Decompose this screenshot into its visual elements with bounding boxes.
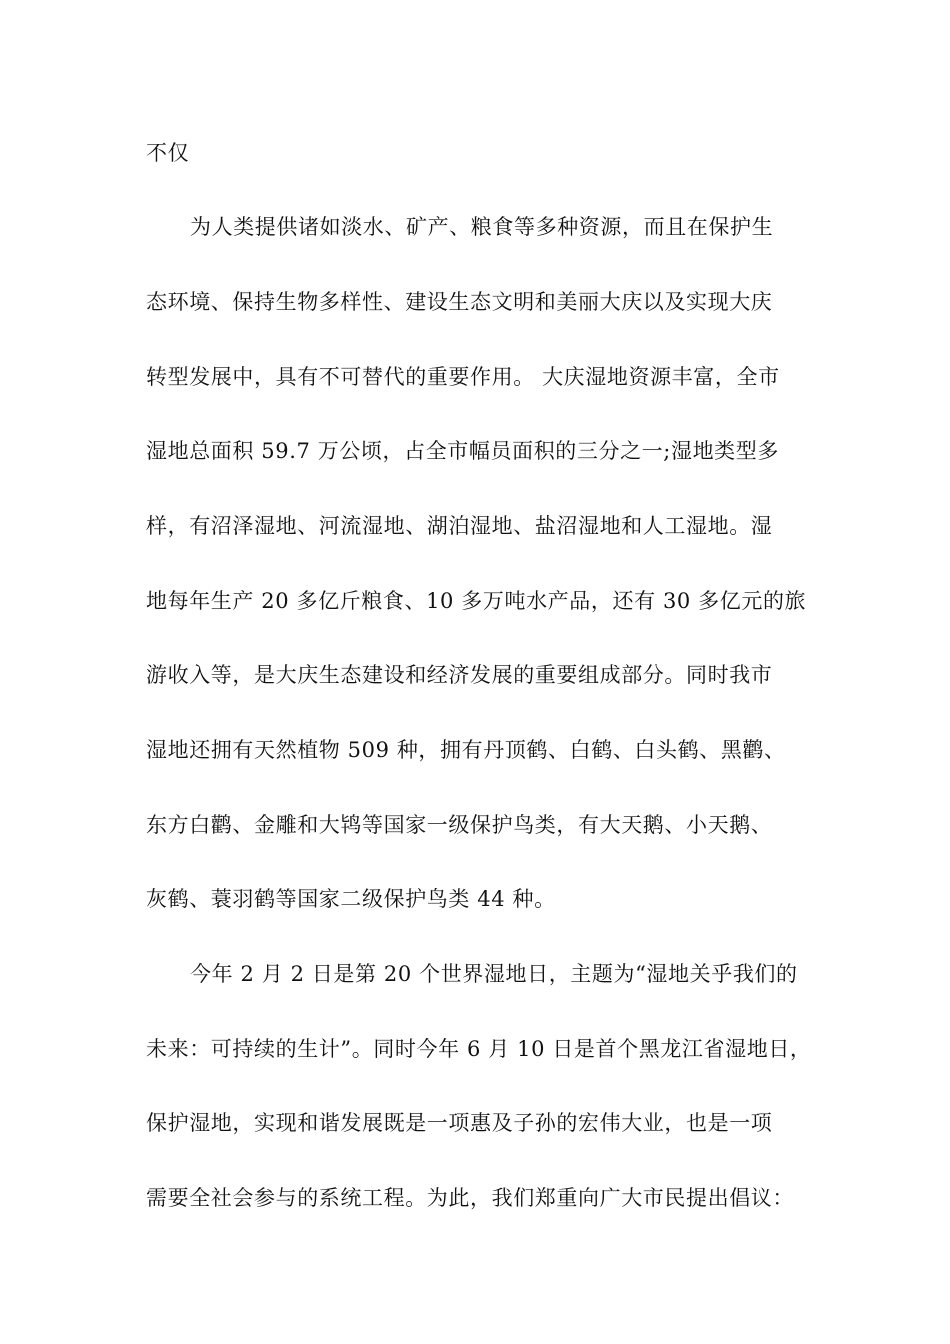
text-line-2: 为人类提供诸如淡水、矿产、粮食等多种资源，而且在保护生 <box>190 215 774 239</box>
text-line-1: 不仅 <box>146 141 190 165</box>
text-line-12: 今年 2 月 2 日是第 20 个世界湿地日，主题为“湿地关乎我们的 <box>190 962 798 986</box>
text-line-4: 转型发展中，具有不可替代的重要作用。 大庆湿地资源丰富，全市 <box>146 365 780 389</box>
text-line-11: 灰鹤、蓑羽鹤等国家二级保护鸟类 44 种。 <box>146 887 556 911</box>
text-line-15: 需要全社会参与的系统工程。为此，我们郑重向广大市民提出倡议： <box>146 1186 794 1210</box>
text-line-8: 游收入等，是大庆生态建设和经济发展的重要组成部分。同时我市 <box>146 663 773 687</box>
text-line-6: 样，有沼泽湿地、河流湿地、湖泊湿地、盐沼湿地和人工湿地。湿 <box>146 514 773 538</box>
text-line-7: 地每年生产 20 多亿斤粮食、10 多万吨水产品，还有 30 多亿元的旅 <box>146 589 807 613</box>
text-line-14: 保护湿地，实现和谐发展既是一项惠及子孙的宏伟大业，也是一项 <box>146 1111 773 1135</box>
text-line-5: 湿地总面积 59.7 万公顷，占全市幅员面积的三分之一;湿地类型多 <box>146 439 779 463</box>
text-line-13: 未来：可持续的生计”。同时今年 6 月 10 日是首个黑龙江省湿地日， <box>146 1037 812 1061</box>
text-line-10: 东方白鹳、金雕和大鸨等国家一级保护鸟类，有大天鹅、小天鹅、 <box>146 813 773 837</box>
text-line-9: 湿地还拥有天然植物 509 种，拥有丹顶鹤、白鹤、白头鹤、黑鹳、 <box>146 738 786 762</box>
text-line-3: 态环境、保持生物多样性、建设生态文明和美丽大庆以及实现大庆 <box>146 290 773 314</box>
